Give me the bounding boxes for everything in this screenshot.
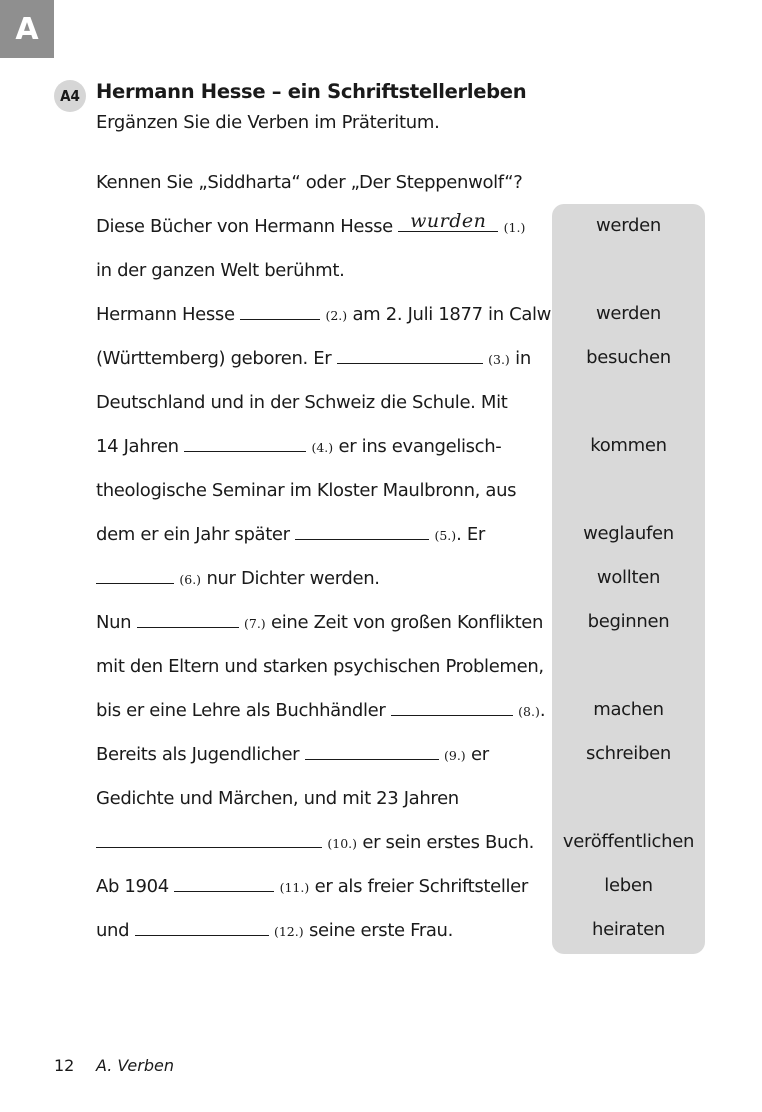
answer-blank-4[interactable]	[184, 434, 306, 452]
verb-1: werden	[596, 215, 661, 236]
verb-3: besuchen	[586, 347, 671, 368]
answer-blank-8[interactable]	[391, 698, 513, 716]
text-line-8: theologische Seminar im Kloster Maulbronn, aus	[96, 480, 517, 501]
answer-blank-2[interactable]	[240, 302, 320, 320]
answer-example: wurden	[410, 210, 487, 232]
answer-blank-12[interactable]	[135, 918, 269, 936]
text-line-2: Diese Bücher von Hermann Hesse wurden (1.)	[96, 210, 526, 237]
text-line-9: dem er ein Jahr später (5.). Er	[96, 524, 485, 545]
answer-blank-5[interactable]	[295, 522, 429, 540]
text-line-4: Hermann Hesse (2.) am 2. Juli 1877 in Calw	[96, 304, 552, 325]
text-line-3: in der ganzen Welt berühmt.	[96, 260, 345, 281]
section-tab: A	[0, 0, 54, 58]
verb-11: leben	[604, 875, 653, 896]
text-line-18: und (12.) seine erste Frau.	[96, 920, 453, 941]
verb-4: kommen	[590, 435, 667, 456]
verb-5: weglaufen	[583, 523, 674, 544]
verb-12: heiraten	[591, 919, 666, 940]
answer-blank-6[interactable]	[96, 566, 174, 584]
text-line-11: Nun (7.) eine Zeit von großen Konflikten	[96, 612, 544, 633]
verb-7: beginnen	[587, 611, 670, 632]
text-line-1: Kennen Sie „Siddharta“ oder „Der Steppenwolf“?	[96, 172, 523, 193]
text-line-10: (6.) nur Dichter werden.	[96, 566, 380, 592]
answer-blank-3[interactable]	[337, 346, 483, 364]
exercise-instruction: Ergänzen Sie die Verben im Präteritum.	[96, 112, 440, 133]
text-line-13: bis er eine Lehre als Buchhändler (8.).	[96, 700, 546, 721]
text-line-14: Bereits als Jugendlicher (9.) er	[96, 744, 489, 765]
exercise-badge: A4	[54, 80, 86, 112]
answer-blank-10[interactable]	[96, 830, 322, 848]
answer-blank-9[interactable]	[305, 742, 439, 760]
text-line-17: Ab 1904 (11.) er als freier Schriftsteller	[96, 876, 528, 897]
page-number: 12	[54, 1056, 75, 1075]
verb-8: machen	[593, 699, 664, 720]
text-line-16: (10.) er sein erstes Buch.	[96, 830, 534, 856]
answer-blank-7[interactable]	[137, 610, 239, 628]
answer-blank-11[interactable]	[174, 874, 274, 892]
text-line-5: (Württemberg) geboren. Er (3.) in	[96, 348, 531, 369]
chapter-title: A. Verben	[96, 1056, 174, 1075]
verb-6: wollten	[596, 567, 661, 588]
text-line-6: Deutschland und in der Schweiz die Schule. Mit	[96, 392, 508, 413]
text-line-12: mit den Eltern und starken psychischen Problemen,	[96, 656, 544, 677]
verb-2: werden	[596, 303, 661, 324]
text-line-7: 14 Jahren (4.) er ins evangelisch-	[96, 436, 502, 457]
exercise-title: Hermann Hesse – ein Schriftstellerleben	[96, 80, 527, 103]
verb-10: veröffentlichen	[562, 831, 695, 852]
answer-blank-1[interactable]	[398, 210, 498, 232]
verb-9: schreiben	[586, 743, 671, 764]
text-line-15: Gedichte und Märchen, und mit 23 Jahren	[96, 788, 459, 809]
